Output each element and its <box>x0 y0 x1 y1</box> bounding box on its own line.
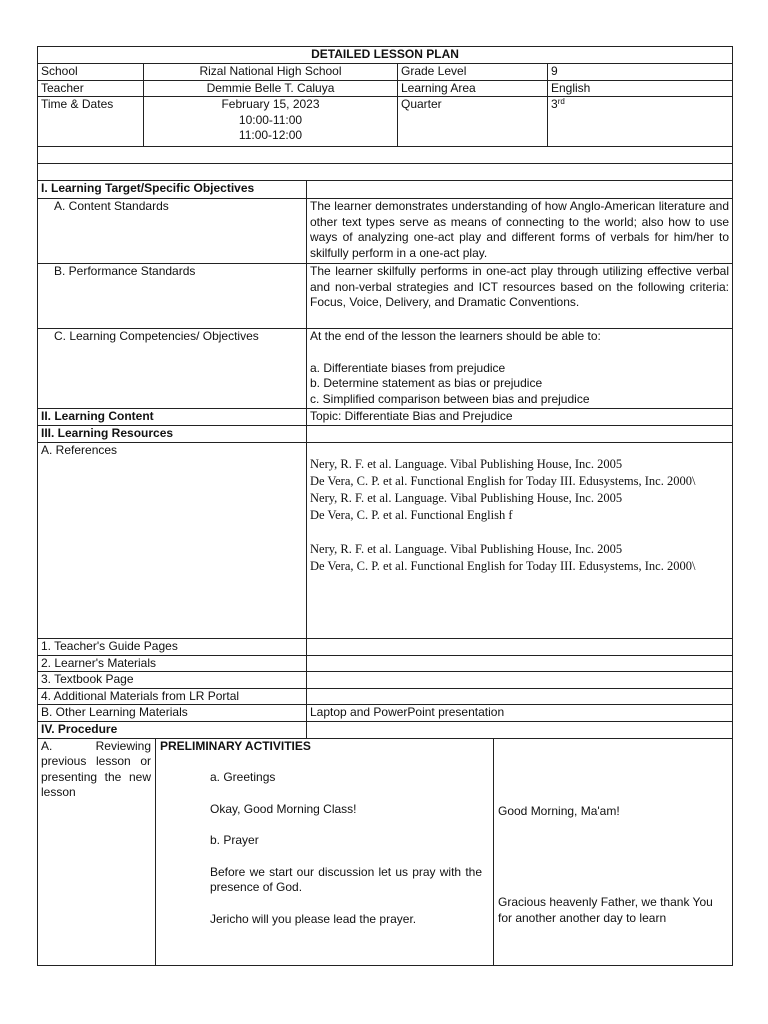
student-greeting: Good Morning, Ma'am! <box>498 803 620 818</box>
teacher-label: Teacher <box>38 80 144 97</box>
learners-materials-label: 2. Learner's Materials <box>38 655 307 672</box>
reference-item: De Vera, C. P. et al. Functional English for Today III. Edusystems, Inc. 2000\ <box>310 474 696 488</box>
teacher-greeting: Okay, Good Morning Class! <box>210 801 357 816</box>
section-1-heading-blank <box>307 181 733 199</box>
quarter-value <box>548 97 733 147</box>
blank-row-2 <box>38 164 733 181</box>
reference-item: Nery, R. F. et al. Language. Vibal Publishing House, Inc. 2005 <box>310 457 623 471</box>
section-2-heading: II. Learning Content <box>38 409 307 426</box>
objective-item: c. Simplified comparison between bias and prejudice <box>310 391 590 406</box>
section-4-heading: IV. Procedure <box>38 721 307 738</box>
blank-row-1 <box>38 147 733 164</box>
reference-item <box>310 524 729 541</box>
time-slot-1: 10:00-11:00 <box>238 112 303 127</box>
competencies-intro: At the end of the lesson the learners should be able to: <box>310 329 601 343</box>
prayer-intro: Before we start our discussion let us pray with the presence of God. <box>210 864 482 894</box>
references-list <box>307 443 733 639</box>
reviewing-lesson-label <box>38 738 156 965</box>
prayer-step: b. Prayer <box>210 833 259 847</box>
time-dates-value <box>144 97 398 147</box>
greetings-step: a. Greetings <box>210 770 276 784</box>
grade-level-label: Grade Level <box>398 64 548 81</box>
other-materials-label: B. Other Learning Materials <box>38 705 307 722</box>
textbook-page-value <box>307 672 733 689</box>
objective-item: a. Differentiate biases from prejudice <box>310 360 506 375</box>
lesson-plan-document <box>37 46 732 966</box>
reference-item: De Vera, C. P. et al. Functional English f <box>310 508 513 522</box>
preliminary-activities-heading: PRELIMINARY ACTIVITIES <box>160 738 311 753</box>
date-line: February 15, 2023 <box>221 97 320 111</box>
quarter-number: 3 <box>551 97 558 111</box>
time-slot-2: 11:00-12:00 <box>238 128 303 142</box>
additional-materials-value <box>307 688 733 705</box>
additional-materials-label: 4. Additional Materials from LR Portal <box>38 688 307 705</box>
student-activity-column <box>494 738 733 965</box>
time-dates-label: Time & Dates <box>38 97 144 147</box>
quarter-label: Quarter <box>398 97 548 147</box>
learners-materials-value <box>307 655 733 672</box>
prayer-lead: Jericho will you please lead the prayer. <box>210 911 417 926</box>
grade-level-value: 9 <box>548 64 733 81</box>
reference-item: Nery, R. F. et al. Language. Vibal Publishing House, Inc. 2005 <box>310 542 623 556</box>
teachers-guide-value <box>307 639 733 656</box>
section-3-heading: III. Learning Resources <box>38 426 307 443</box>
topic-value: Topic: Differentiate Bias and Prejudice <box>307 409 733 426</box>
student-prayer: Gracious heavenly Father, we thank You for another another day to learn <box>498 895 713 925</box>
learning-area-label: Learning Area <box>398 80 548 97</box>
learning-competencies-label: C. Learning Competencies/ Objectives <box>38 329 307 409</box>
learning-area-value: English <box>548 80 733 97</box>
objective-item: b. Determine statement as bias or prejudice <box>310 376 543 390</box>
content-table <box>37 180 733 966</box>
performance-standards-label: B. Performance Standards <box>38 264 307 329</box>
document-title: DETAILED LESSON PLAN <box>38 47 733 64</box>
reference-item: De Vera, C. P. et al. Functional English for Today III. Edusystems, Inc. 2000\ <box>310 559 696 573</box>
section-3-heading-blank <box>307 426 733 443</box>
content-standards-text: The learner demonstrates understanding of how Anglo-American literature and other text types serve as means of connecting to the world; also how to use ways of analyzing one-act play and different forms of verbals for him/her to skilfully perform in a one-act play. <box>307 199 733 264</box>
section-1-heading: I. Learning Target/Specific Objectives <box>38 181 307 199</box>
reference-item: Nery, R. F. et al. Language. Vibal Publishing House, Inc. 2005 <box>310 491 623 505</box>
section-4-heading-blank <box>307 721 733 738</box>
reviewing-lesson-text: A. Reviewing previous lesson or presenting the new lesson <box>41 738 151 799</box>
school-label: School <box>38 64 144 81</box>
teacher-value: Demmie Belle T. Caluya <box>144 80 398 97</box>
school-value: Rizal National High School <box>144 64 398 81</box>
other-materials-value: Laptop and PowerPoint presentation <box>307 705 733 722</box>
content-standards-label: A. Content Standards <box>38 199 307 264</box>
header-table <box>37 46 733 181</box>
references-label: A. References <box>38 443 307 639</box>
textbook-page-label: 3. Textbook Page <box>38 672 307 689</box>
learning-competencies-text <box>307 329 733 409</box>
teachers-guide-label: 1. Teacher's Guide Pages <box>38 639 307 656</box>
teacher-activity-column <box>156 738 494 965</box>
quarter-suffix: rd <box>557 97 565 106</box>
performance-standards-text: The learner skilfully performs in one-act play through utilizing effective verbal and non-verbal strategies and ICT resources based on the following criteria: Focus, Voice, Delivery, and Dramatic Conventions. <box>307 264 733 329</box>
